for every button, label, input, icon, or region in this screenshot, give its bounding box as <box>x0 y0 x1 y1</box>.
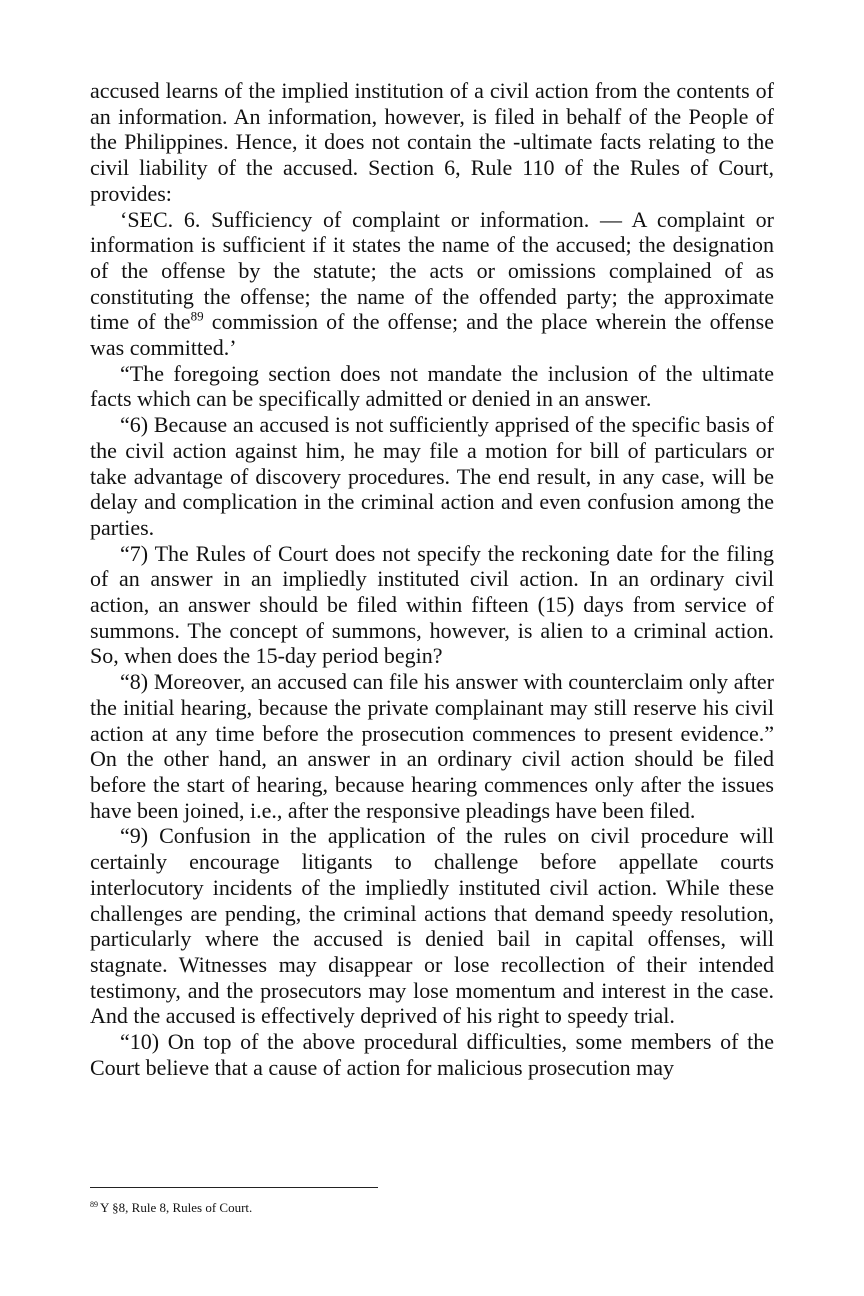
footnote-reference[interactable]: 89 <box>190 309 204 324</box>
footnote <box>90 1200 252 1216</box>
paragraph-sec6-quote <box>90 207 774 361</box>
document-body <box>90 78 774 1080</box>
paragraph-intro: accused learns of the implied institution of a civil action from the contents of an information. An information, however, is filed in behalf of the People of the Philippines. Hence, it does not contain the -ultimate facts relating to the civil liability of the accused. Section 6, Rule 110 of the Rules of Court, provides: <box>90 78 774 206</box>
footnote-divider <box>90 1187 378 1188</box>
sec6-text-before-ref: ‘SEC. 6. Sufficiency of complaint or information. — A complaint or information is sufficient if it states the name of the accused; the designation of the offense by the statute; the acts or omissions complained of as constituting the offense; the name of the offended party; the approximate time of the <box>90 206 774 335</box>
paragraph-foregoing-section: “The foregoing section does not mandate the inclusion of the ultimate facts which can be specifically admitted or denied in an answer. <box>90 360 774 412</box>
paragraph-point-7: “7) The Rules of Court does not specify the reckoning date for the filing of an answer in an impliedly instituted civil action. In an ordinary civil action, an answer should be filed within fifteen (15) days from service of summons. The concept of summons, however, is alien to a criminal action. So, when does the 15-day period begin? <box>90 540 774 669</box>
paragraph-point-9: “9) Confusion in the application of the rules on civil procedure will certainly encourage litigants to challenge before appellate courts interlocutory incidents of the impliedly instituted civil action. While these challenges are pending, the criminal actions that demand speedy resolution, particularly where the accused is denied bail in capital offenses, will stagnate. Witnesses may disappear or lose recollection of their intended testimony, and the prosecutors may lose momentum and interest in the case. And the accused is effectively deprived of his right to speedy trial. <box>90 823 774 1029</box>
paragraph-point-10: “10) On top of the above procedural difficulties, some members of the Court believe that a cause of action for malicious prosecution may <box>90 1029 774 1080</box>
footnote-number: 89 <box>90 1199 98 1209</box>
paragraph-point-6: “6) Because an accused is not sufficiently apprised of the specific basis of the civil action against him, he may file a motion for bill of particulars or take advantage of discovery procedures. The end result, in any case, will be delay and complication in the criminal action and even confusion among the parties. <box>90 412 774 540</box>
footnote-text: Y §8, Rule 8, Rules of Court. <box>100 1200 253 1215</box>
sec6-text-after-ref: commission of the offense; and the place wherein the offense was committed.’ <box>90 309 775 361</box>
paragraph-point-8: “8) Moreover, an accused can file his answer with counterclaim only after the initial hearing, because the private complainant may still reserve his civil action at any time before the prosecution commences to present evidence.” On the other hand, an answer in an ordinary civil action should be filed before the start of hearing, because hearing commences only after the issues have been joined, i.e., after the responsive pleadings have been filed. <box>90 669 774 823</box>
